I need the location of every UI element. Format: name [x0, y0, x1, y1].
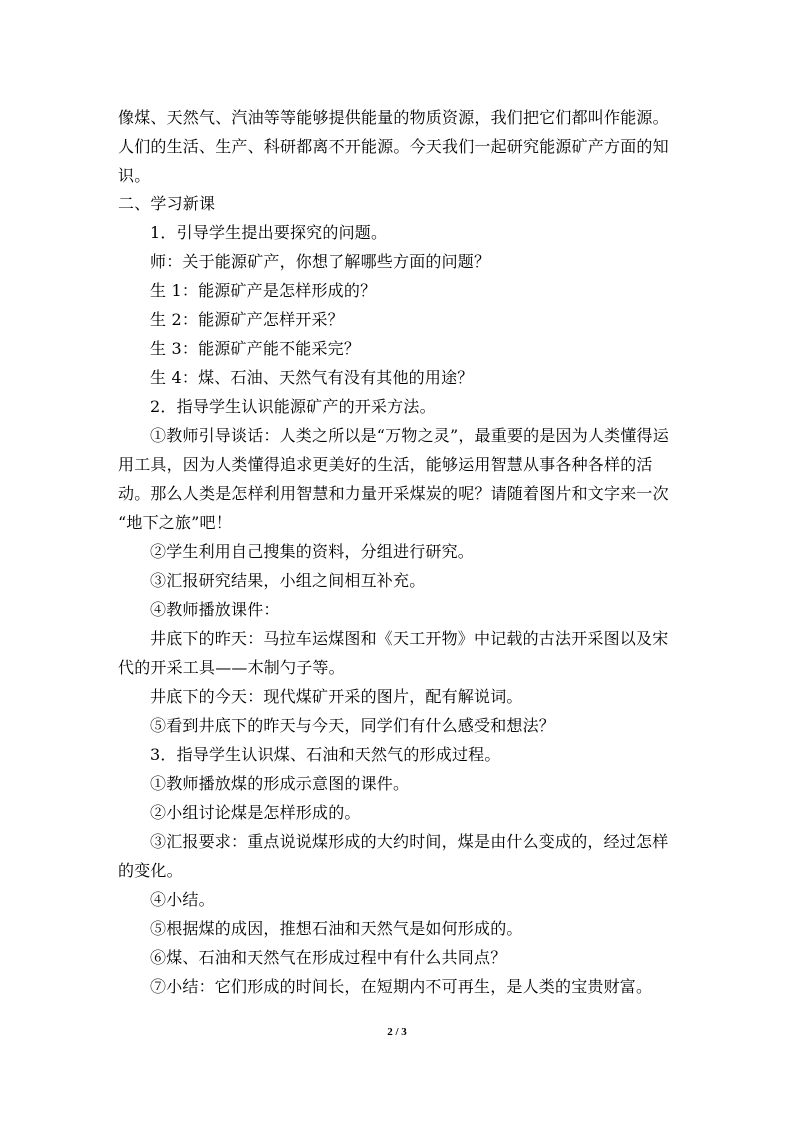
paragraph-line: 生 2：能源矿产怎样开采？ — [150, 310, 344, 329]
paragraph-line: 生 4：煤、石油、天然气有没有其他的用途？ — [150, 368, 474, 387]
paragraph-line: ④小结。 — [150, 890, 215, 909]
paragraph-line: “地下之旅”吧！ — [118, 513, 232, 532]
section-heading: 二、学习新课 — [118, 194, 216, 213]
paragraph-line: 井底下的昨天：马拉车运煤图和《天工开物》中记载的古法开采图以及宋 — [150, 629, 669, 648]
paragraph-line: ④教师播放课件： — [150, 600, 280, 619]
paragraph-line: 的变化。 — [118, 861, 183, 880]
paragraph-line: 生 1：能源矿产是怎样形成的？ — [150, 281, 377, 300]
page-number: 2 / 3 — [387, 1026, 407, 1038]
paragraph-line: 2．指导学生认识能源矿产的开采方法。 — [150, 397, 436, 416]
paragraph-line: ②学生利用自己搜集的资料，分组进行研究。 — [150, 542, 475, 561]
paragraph-line: 动。那么人类是怎样利用智慧和力量开采煤炭的呢？请随着图片和文字来一次 — [118, 484, 669, 503]
paragraph-line: 井底下的今天：现代煤矿开采的图片，配有解说词。 — [150, 687, 523, 706]
paragraph-line: ⑤看到井底下的昨天与今天，同学们有什么感受和想法？ — [150, 716, 556, 735]
paragraph-line: ⑤根据煤的成因，推想石油和天然气是如何形成的。 — [150, 919, 523, 938]
paragraph-line: ①教师引导谈话：人类之所以是“万物之灵”，最重要的是因为人类懂得运 — [150, 426, 669, 445]
paragraph-line: 生 3：能源矿产能不能采完？ — [150, 339, 361, 358]
paragraph-line: ③汇报研究结果，小组之间相互补充。 — [150, 571, 426, 590]
paragraph-line: ③汇报要求：重点说说煤形成的大约时间，煤是由什么变成的，经过怎样 — [150, 832, 669, 851]
paragraph-line: 代的开采工具——木制勺子等。 — [118, 658, 345, 677]
paragraph-line: 识。 — [118, 166, 151, 185]
paragraph-line: ⑦小结：它们形成的时间长，在短期内不可再生，是人类的宝贵财富。 — [150, 977, 653, 996]
paragraph-line: ②小组讨论煤是怎样形成的。 — [150, 803, 361, 822]
paragraph-line: ①教师播放煤的形成示意图的课件。 — [150, 774, 410, 793]
paragraph-line: 用工具，因为人类懂得追求更美好的生活，能够运用智慧从事各种各样的活 — [118, 455, 653, 474]
paragraph-line: 3．指导学生认识煤、石油和天然气的形成过程。 — [150, 745, 501, 764]
paragraph-line: 像煤、天然气、汽油等等能够提供能量的物质资源，我们把它们都叫作能源。 — [118, 108, 669, 127]
paragraph-line: 1．引导学生提出要探究的问题。 — [150, 223, 388, 242]
paragraph-line: 人们的生活、生产、科研都离不开能源。今天我们一起研究能源矿产方面的知 — [118, 137, 669, 156]
paragraph-line: 师：关于能源矿产，你想了解哪些方面的问题？ — [150, 252, 491, 271]
paragraph-line: ⑥煤、石油和天然气在形成过程中有什么共同点？ — [150, 948, 507, 967]
